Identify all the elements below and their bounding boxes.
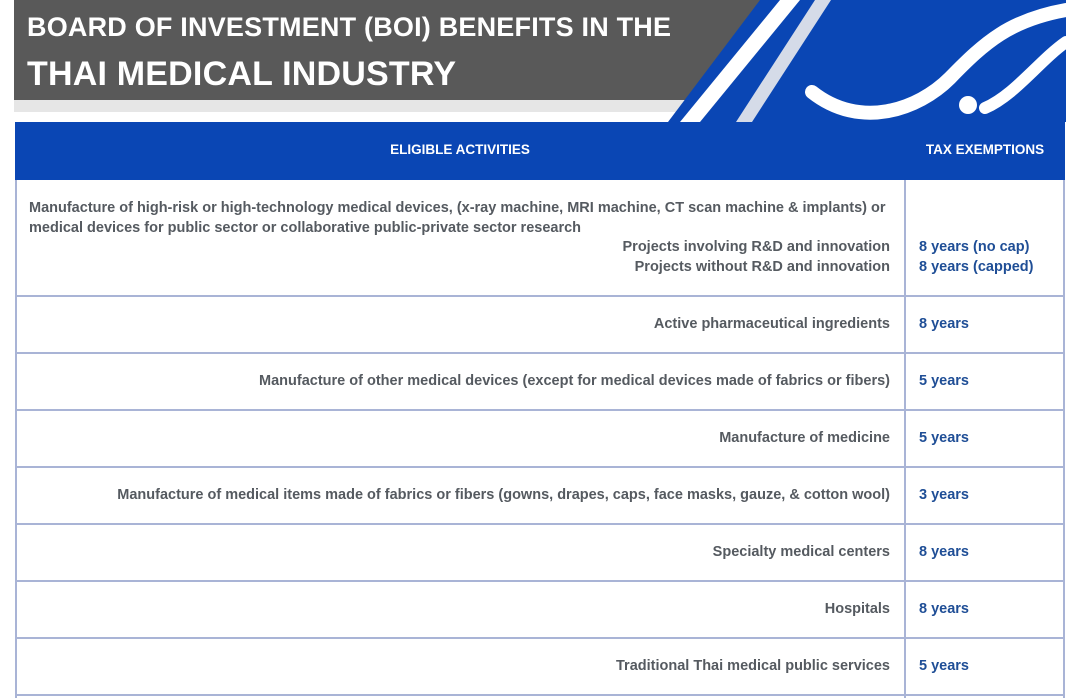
activity-cell: Manufacture of medical items made of fabrics or fibers (gowns, drapes, caps, face masks, gauze, & cotton wool) bbox=[117, 487, 890, 503]
title-line-1: BOARD OF INVESTMENT (BOI) BENEFITS IN THE bbox=[27, 12, 672, 42]
activity-cell: Manufacture of medicine bbox=[719, 430, 890, 446]
table-header bbox=[15, 122, 1065, 180]
column-divider bbox=[904, 180, 906, 698]
table-row bbox=[15, 468, 1065, 525]
table-row bbox=[15, 354, 1065, 411]
activity-cell: Hospitals bbox=[824, 601, 890, 617]
column-header-tax-exemptions: TAX EXEMPTIONS bbox=[925, 142, 1045, 157]
tax-cell: 8 years bbox=[919, 601, 969, 617]
benefits-table bbox=[15, 122, 1065, 698]
table-row bbox=[15, 582, 1065, 639]
tax-cell: 5 years bbox=[919, 658, 969, 674]
activity-description: Manufacture of high-risk or high-technology medical devices, (x-ray machine, MRI machine, CT scan machine & implants) or medical devices for public sector or collaborative public-private sector research bbox=[29, 200, 886, 236]
sub-activity-with-rd: Projects involving R&D and innovation bbox=[622, 239, 890, 255]
table-row bbox=[15, 639, 1065, 696]
sub-activity-without-rd: Projects without R&D and innovation bbox=[634, 259, 890, 275]
activity-cell: Active pharmaceutical ingredients bbox=[653, 316, 890, 332]
title-line-2: THAI MEDICAL INDUSTRY bbox=[27, 55, 457, 93]
column-header-eligible-activities: ELIGIBLE ACTIVITIES bbox=[390, 142, 530, 157]
activity-cell: Manufacture of other medical devices (except for medical devices made of fabrics or fibers) bbox=[259, 373, 890, 389]
tax-cell: 5 years bbox=[919, 430, 969, 446]
activity-cell bbox=[15, 180, 905, 295]
tax-cell: 8 years bbox=[919, 316, 969, 332]
tax-cell: 3 years bbox=[919, 487, 969, 503]
tax-cell: 5 years bbox=[919, 373, 969, 389]
table-row bbox=[15, 297, 1065, 354]
tax-exemption-capped: 8 years (capped) bbox=[919, 259, 1034, 275]
tax-exemption-no-cap: 8 years (no cap) bbox=[919, 239, 1030, 255]
page-header bbox=[0, 0, 1080, 122]
tax-cell bbox=[905, 180, 1065, 295]
activity-cell: Specialty medical centers bbox=[712, 544, 890, 560]
tax-cell: 8 years bbox=[919, 544, 969, 560]
table-row bbox=[15, 411, 1065, 468]
table-row bbox=[15, 180, 1065, 297]
activity-cell: Traditional Thai medical public services bbox=[616, 658, 890, 674]
table-row bbox=[15, 525, 1065, 582]
